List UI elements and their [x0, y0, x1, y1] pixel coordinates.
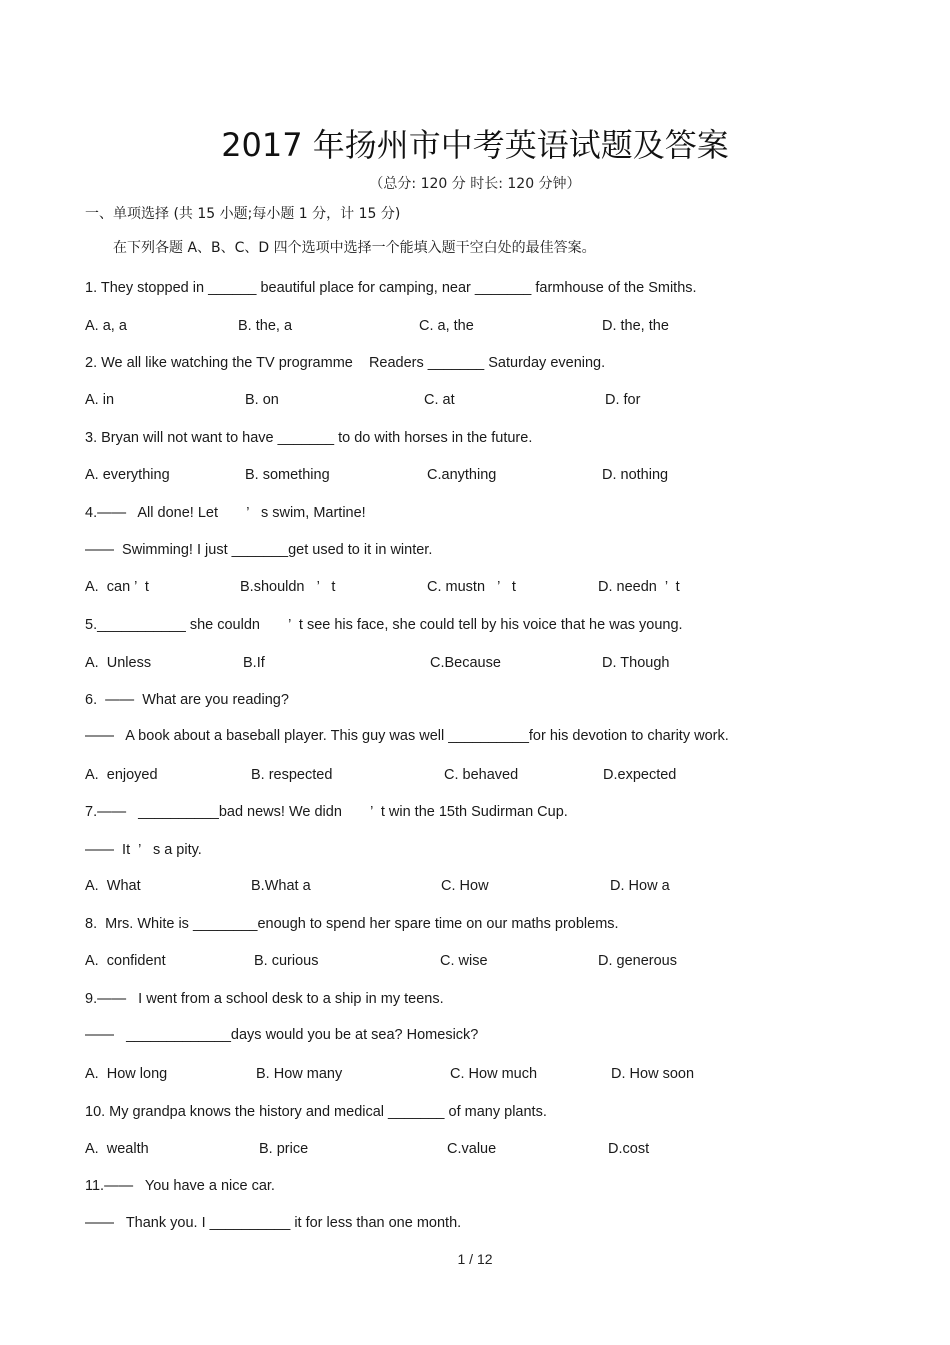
- section-instruction: 在下列各题 A、B、C、D 四个选项中选择一个能填入题干空白处的最佳答案。: [113, 240, 596, 256]
- question-stem: 5.___________ she couldn ’ t see his face, she could tell by his voice that he was young.: [85, 617, 683, 633]
- question-stem: 4.—— All done! Let ’ s swim, Martine!: [85, 505, 366, 521]
- option-c: C. How much: [450, 1066, 538, 1082]
- option-a: A. everything: [85, 467, 170, 483]
- option-b: B.What a: [251, 878, 311, 894]
- option-d: D. How soon: [611, 1066, 695, 1082]
- option-d: D. the, the: [602, 318, 669, 334]
- option-b: B. How many: [256, 1066, 343, 1082]
- question-stem: —— Swimming! I just _______get used to it in winter.: [85, 542, 433, 558]
- option-a: A. enjoyed: [85, 767, 158, 783]
- option-a: A. Unless: [85, 655, 152, 671]
- option-a: A. How long: [85, 1066, 168, 1082]
- option-c: C. wise: [440, 953, 488, 969]
- option-b: B. price: [259, 1141, 309, 1157]
- option-b: B.shouldn ’ t: [240, 579, 336, 595]
- option-d: D.cost: [608, 1141, 650, 1157]
- option-a: A. can ’ t: [85, 579, 149, 595]
- option-d: D.expected: [603, 767, 677, 783]
- option-d: D. needn ’ t: [598, 579, 680, 595]
- option-c: C.value: [447, 1141, 497, 1157]
- question-stem: 10. My grandpa knows the history and medical _______ of many plants.: [85, 1104, 547, 1120]
- question-stem: —— _____________days would you be at sea? Homesick?: [85, 1027, 479, 1043]
- question-stem: 1. They stopped in ______ beautiful place for camping, near _______ farmhouse of the Smiths.: [85, 280, 697, 296]
- question-stem: 3. Bryan will not want to have _______ to do with horses in the future.: [85, 430, 533, 446]
- exam-info: （总分: 120 分 时长: 120 分钟）: [369, 176, 581, 192]
- option-d: D. How a: [610, 878, 670, 894]
- page-number: 1 / 12: [457, 1251, 493, 1267]
- question-stem: 8. Mrs. White is ________enough to spend her spare time on our maths problems.: [85, 916, 619, 932]
- option-b: B.If: [243, 655, 265, 671]
- option-c: C. How: [441, 878, 489, 894]
- question-stem: —— It ’ s a pity.: [85, 842, 202, 858]
- option-c: C.Because: [430, 655, 501, 671]
- option-d: D. Though: [602, 655, 670, 671]
- page-title: 2017 年扬州市中考英语试题及答案: [221, 126, 729, 164]
- option-c: C.anything: [427, 467, 497, 483]
- question-stem: 6. —— What are you reading?: [85, 692, 289, 708]
- question-stem: 9.—— I went from a school desk to a ship in my teens.: [85, 991, 444, 1007]
- option-a: A. a, a: [85, 318, 127, 334]
- option-a: A. in: [85, 392, 115, 408]
- question-stem: —— A book about a baseball player. This guy was well __________for his devotion to charity work.: [85, 728, 729, 744]
- question-stem: 11.—— You have a nice car.: [85, 1178, 275, 1194]
- option-a: A. wealth: [85, 1141, 149, 1157]
- option-a: A. confident: [85, 953, 166, 969]
- option-d: D. nothing: [602, 467, 669, 483]
- question-stem: 2. We all like watching the TV programme Readers _______ Saturday evening.: [85, 355, 606, 371]
- option-c: C. at: [424, 392, 455, 408]
- option-b: B. curious: [254, 953, 319, 969]
- section-heading: 一、单项选择 (共 15 小题;每小题 1 分，计 15 分): [85, 206, 401, 222]
- option-a: A. What: [85, 878, 141, 894]
- question-stem: —— Thank you. I __________ it for less than one month.: [85, 1215, 462, 1231]
- option-c: C. mustn ’ t: [427, 579, 516, 595]
- question-stem: 7.—— __________bad news! We didn ’ t win the 15th Sudirman Cup.: [85, 804, 568, 820]
- option-b: B. respected: [251, 767, 333, 783]
- option-b: B. on: [245, 392, 279, 408]
- option-d: D. for: [605, 392, 641, 408]
- option-b: B. something: [245, 467, 330, 483]
- option-b: B. the, a: [238, 318, 293, 334]
- option-c: C. a, the: [419, 318, 474, 334]
- option-d: D. generous: [598, 953, 677, 969]
- option-c: C. behaved: [444, 767, 519, 783]
